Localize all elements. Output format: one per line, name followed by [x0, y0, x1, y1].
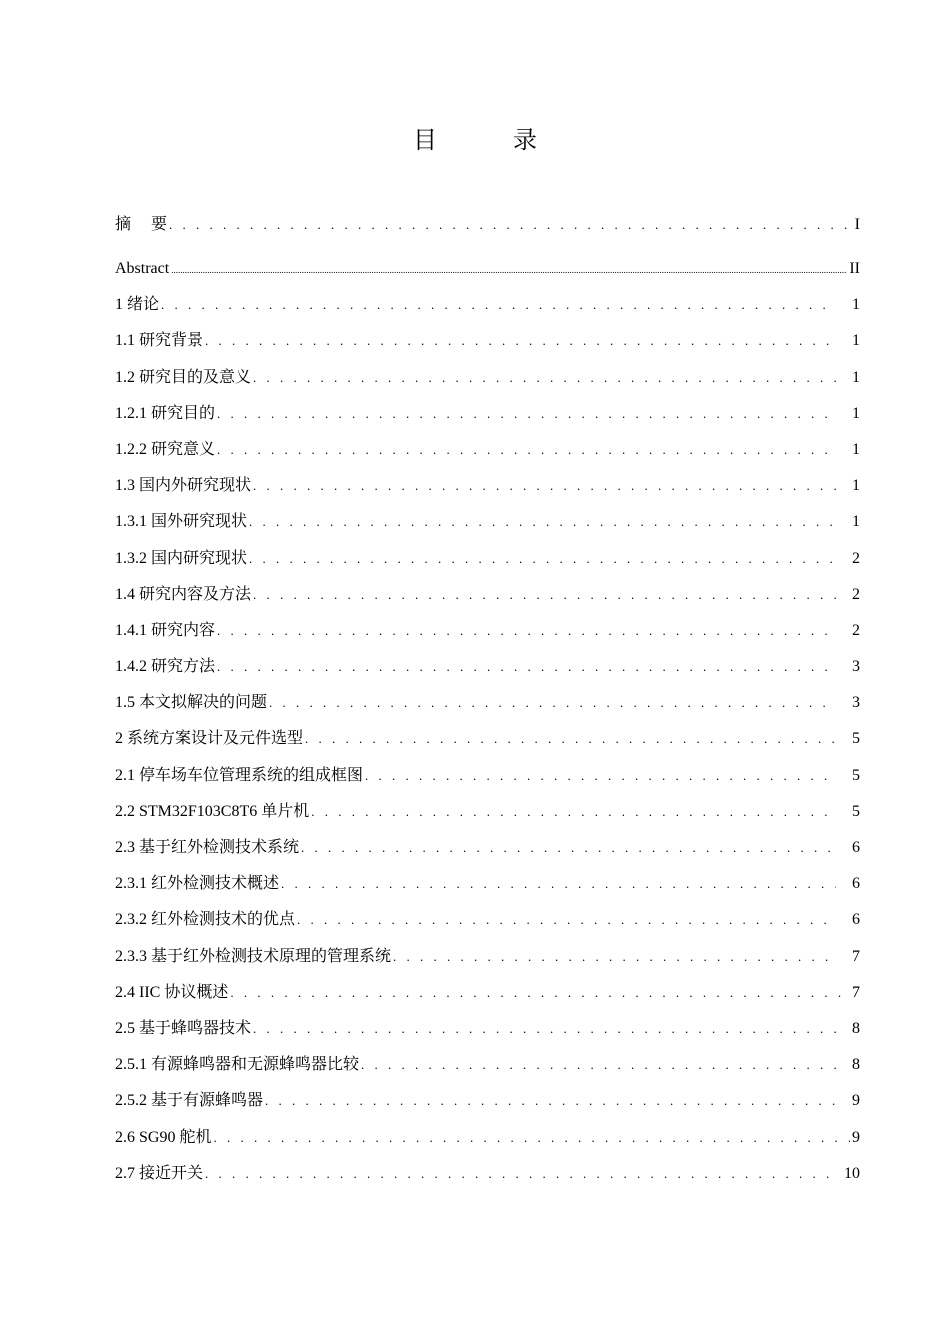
toc-entry-page: 2	[852, 621, 860, 639]
toc-entry-label: 2.5 基于蜂鸣器技术	[115, 1019, 252, 1037]
toc-entry[interactable]	[115, 577, 860, 613]
toc-entry-label: 1.5 本文拟解决的问题	[115, 694, 268, 712]
toc-entry-page: 2	[852, 549, 860, 567]
toc-entry[interactable]	[115, 1083, 860, 1119]
toc-entry-page: 1	[852, 404, 860, 422]
toc-entry-abstract-en[interactable]	[115, 251, 860, 287]
toc-entry-page: 9	[852, 1092, 860, 1110]
toc-entry-page: 1	[852, 477, 860, 495]
toc-entry[interactable]	[115, 396, 860, 432]
toc-entry-page: I	[854, 216, 860, 233]
toc-entry-label: 2.4 IIC 协议概述	[115, 983, 229, 1001]
toc-entry-page: 6	[852, 839, 860, 856]
dot-leader	[365, 758, 836, 794]
toc-entry[interactable]	[115, 504, 860, 540]
dot-leader	[169, 207, 853, 243]
toc-entry-label: 2.5.1 有源蜂鸣器和无源蜂鸣器比较	[115, 1056, 360, 1074]
toc-entry[interactable]	[115, 902, 860, 938]
toc-entry[interactable]	[115, 1120, 860, 1156]
toc-entry-label: Abstract	[115, 260, 170, 277]
toc-entry[interactable]	[115, 1156, 860, 1192]
toc-entry-label: 1.4.2 研究方法	[115, 658, 216, 676]
toc-entry-label: 1.4.1 研究内容	[115, 621, 216, 639]
dot-leader	[269, 685, 836, 721]
toc-entry-page: 9	[852, 1128, 860, 1146]
dot-leader	[249, 541, 836, 577]
toc-entry[interactable]	[115, 939, 860, 975]
dot-leader	[205, 323, 836, 359]
toc-entry[interactable]	[115, 794, 860, 830]
toc-entry-page: 2	[852, 585, 860, 603]
toc-entry-page: 5	[852, 766, 860, 784]
toc-entry[interactable]	[115, 1011, 860, 1047]
toc-entry[interactable]	[115, 541, 860, 577]
toc-entry-page: 3	[852, 658, 860, 676]
toc-entry-label: 摘 要	[115, 216, 168, 233]
toc-entry-label: 1.4 研究内容及方法	[115, 585, 252, 603]
toc-entry[interactable]	[115, 685, 860, 721]
toc-entry-label: 2 系统方案设计及元件选型	[115, 730, 304, 748]
toc-entry-label: 2.6 SG90 舵机	[115, 1128, 212, 1146]
dot-leader	[230, 975, 850, 1011]
toc-entry-page: 3	[852, 694, 860, 712]
dot-leader	[249, 504, 836, 540]
toc-entry-page: II	[849, 260, 860, 277]
toc-entry-label: 1.2.1 研究目的	[115, 404, 216, 422]
toc-entry-label: 2.3.1 红外检测技术概述	[115, 875, 280, 893]
toc-entry-label: 2.7 接近开关	[115, 1164, 204, 1182]
toc-entry-label: 2.3.2 红外检测技术的优点	[115, 911, 296, 929]
toc-entry-label: 2.3 基于红外检测技术系统	[115, 839, 300, 856]
dot-leader	[171, 252, 847, 288]
toc-entry-label: 2.2 STM32F103C8T6 单片机	[115, 802, 310, 820]
toc-entry[interactable]	[115, 758, 860, 794]
dot-leader	[217, 613, 836, 649]
toc-entry-label: 1 绪论	[115, 296, 160, 314]
toc-entry-label: 1.2 研究目的及意义	[115, 368, 252, 386]
page-title: 目 录	[413, 126, 563, 154]
toc-entry[interactable]	[115, 432, 860, 468]
dot-leader	[253, 360, 836, 396]
toc-entry[interactable]	[115, 287, 860, 323]
toc-entry-label: 1.1 研究背景	[115, 332, 204, 350]
toc-entry-label: 2.3.3 基于红外检测技术原理的管理系统	[115, 947, 392, 965]
dot-leader	[217, 396, 836, 432]
toc-entry[interactable]	[115, 613, 860, 649]
dot-leader	[305, 721, 836, 757]
toc-entry-page: 1	[852, 296, 860, 314]
toc-entry-page: 10	[844, 1164, 860, 1182]
toc-entry-page: 5	[852, 802, 860, 820]
toc-entry-page: 6	[852, 911, 860, 929]
toc-entry[interactable]	[115, 323, 860, 359]
toc-entry-label: 2.5.2 基于有源蜂鸣器	[115, 1092, 264, 1110]
toc-entry[interactable]	[115, 360, 860, 396]
table-of-contents	[115, 207, 860, 1192]
toc-entry-page: 7	[852, 983, 860, 1001]
toc-entry[interactable]	[115, 649, 860, 685]
toc-entry-label: 2.1 停车场车位管理系统的组成框图	[115, 766, 364, 784]
toc-entry-page: 8	[852, 1056, 860, 1074]
dot-leader	[281, 866, 836, 902]
toc-entry[interactable]	[115, 866, 860, 902]
toc-entry[interactable]	[115, 830, 860, 866]
toc-entry-page: 1	[852, 513, 860, 531]
toc-entry-label: 1.3 国内外研究现状	[115, 477, 252, 495]
dot-leader	[361, 1047, 836, 1083]
toc-entry[interactable]	[115, 468, 860, 504]
dot-leader	[393, 939, 836, 975]
dot-leader	[253, 468, 836, 504]
toc-entry-page: 1	[852, 332, 860, 350]
toc-entry-label: 1.3.1 国外研究现状	[115, 513, 248, 531]
toc-entry-page: 6	[852, 875, 860, 893]
dot-leader	[217, 649, 836, 685]
dot-leader	[217, 432, 836, 468]
dot-leader	[213, 1120, 850, 1156]
dot-leader	[205, 1156, 836, 1192]
dot-leader	[253, 1011, 836, 1047]
dot-leader	[301, 830, 836, 866]
dot-leader	[297, 902, 836, 938]
dot-leader	[311, 794, 836, 830]
toc-entry-page: 1	[852, 440, 860, 458]
toc-entry-abstract-cn[interactable]	[115, 207, 860, 251]
toc-entry[interactable]	[115, 975, 860, 1011]
toc-entry-page: 1	[852, 368, 860, 386]
dot-leader	[161, 287, 836, 323]
toc-entry-page: 7	[852, 947, 860, 965]
toc-entry-label: 1.2.2 研究意义	[115, 440, 216, 458]
toc-entry-page: 5	[852, 730, 860, 748]
toc-entry[interactable]	[115, 1047, 860, 1083]
toc-entry[interactable]	[115, 721, 860, 757]
toc-entry-label: 1.3.2 国内研究现状	[115, 549, 248, 567]
dot-leader	[265, 1083, 836, 1119]
toc-entry-page: 8	[852, 1019, 860, 1037]
dot-leader	[253, 577, 836, 613]
